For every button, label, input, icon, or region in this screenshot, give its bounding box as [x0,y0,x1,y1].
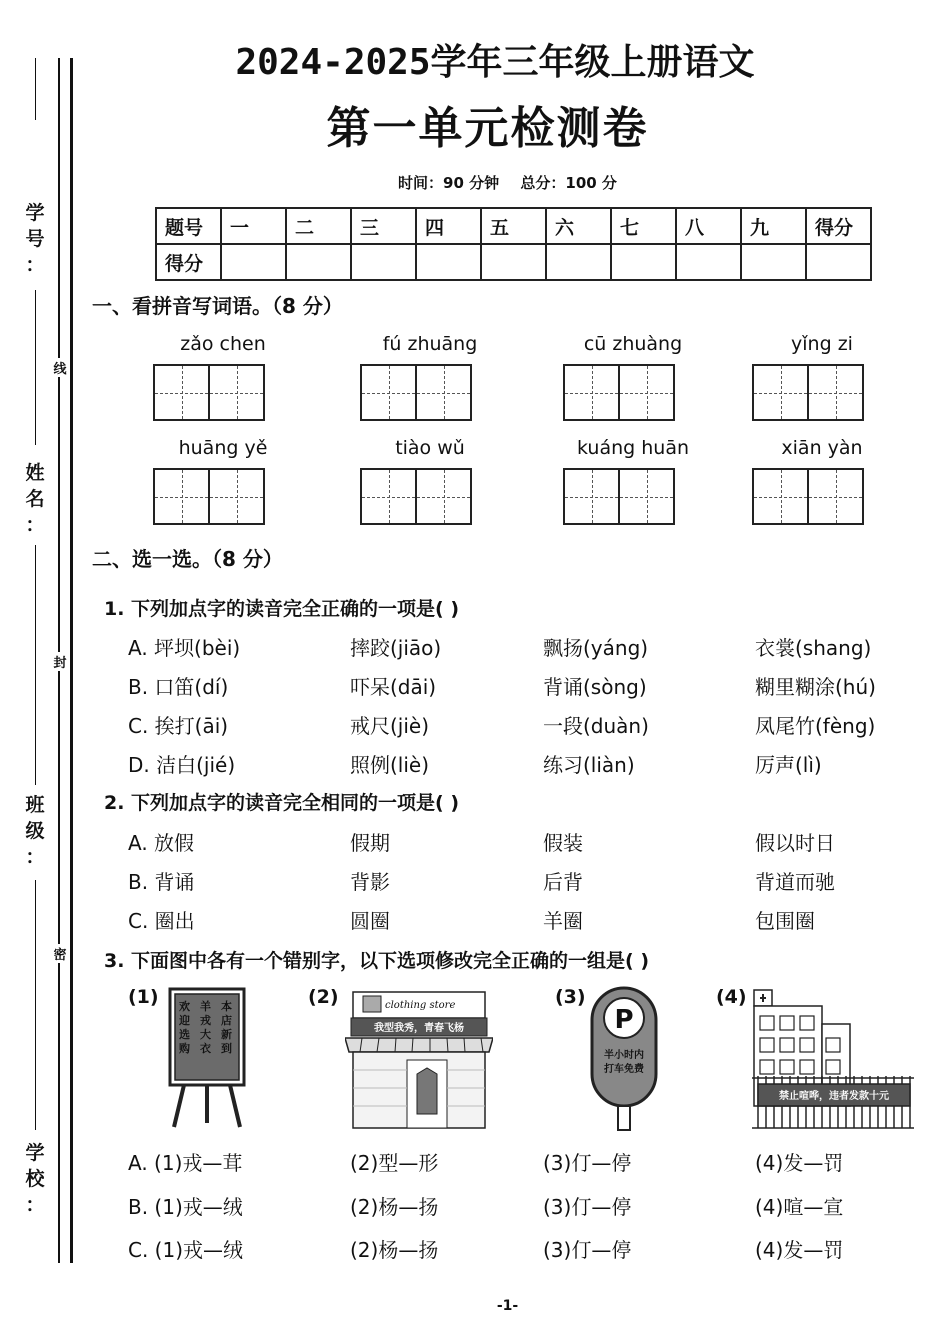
option-text: 背影 [350,870,390,894]
option-text: 飘扬(yáng) [543,636,649,660]
exam-title-line1: 2024-2025学年三年级上册语文 [235,42,755,83]
picture-label: (4) [716,986,747,1008]
parking-text-line: 打车免费 [604,1064,644,1075]
option-text: B. 口笛(dí) [128,675,229,699]
score-input-cell[interactable] [806,244,871,280]
pinyin-item [752,330,892,421]
seal-line-mark: 线 [52,358,68,377]
pinyin-text: tiào wǔ [395,437,465,459]
section2-title: 二、选一选。（8 分） [92,547,283,571]
option-text: A. 坪坝(bèi) [128,636,241,660]
score-header-cell: 五 [481,208,546,244]
option-text: 照例(liè) [350,753,430,777]
score-input-cell[interactable] [546,244,611,280]
option-text: 吓呆(dāi) [350,675,437,699]
writing-cell[interactable] [752,364,809,421]
score-header-cell: 一 [221,208,286,244]
blank-line [35,290,36,445]
writing-cell[interactable] [360,364,417,421]
question-3-stem: 3. 下面图中各有一个错别字，以下选项修改完全正确的一组是( ) [104,950,650,972]
score-input-cell[interactable] [416,244,481,280]
score-input-cell[interactable] [286,244,351,280]
writing-cell[interactable] [807,468,864,525]
hospital-banner-text: 禁止喧哗，违者发款十元 [779,1091,889,1102]
score-table-score-row [156,244,871,280]
option-text: 假装 [543,831,583,855]
writing-cell[interactable] [752,468,809,525]
pinyin-text: huāng yě [178,437,268,459]
pinyin-item [360,330,500,421]
option-text: 假期 [350,831,390,855]
option-text: D. 洁白(jié) [128,753,236,777]
pinyin-item [563,330,703,421]
easel-text-col: 本店新到 [221,1000,232,1055]
writing-cell[interactable] [208,364,265,421]
easel-text-col: 欢迎选购 [179,1000,190,1055]
writing-cell[interactable] [563,468,620,525]
option-text: 戒尺(jiè) [350,714,430,738]
pinyin-item [563,434,703,525]
writing-cell[interactable] [415,468,472,525]
score-table [155,207,872,281]
blank-line [35,880,36,1130]
option-text: 羊圈 [543,909,583,933]
score-input-cell[interactable] [611,244,676,280]
score-input-cell[interactable] [351,244,416,280]
store-banner-text: 我型我秀，青春飞杨 [374,1023,464,1034]
pinyin-item [360,434,500,525]
score-input-cell[interactable] [481,244,546,280]
option-text: B. 背诵 [128,870,195,894]
option-text: B. (1)戎—绒 [128,1195,243,1219]
seal-seal-mark: 封 [52,652,68,671]
option-text: C. 圈出 [128,909,195,933]
pinyin-text: kuáng huān [576,437,689,459]
option-text: 圆圈 [350,909,390,933]
score-input-cell[interactable] [676,244,741,280]
option-text: 一段(duàn) [543,714,649,738]
parking-p-letter: P [614,1005,634,1035]
pinyin-item [752,434,892,525]
option-text: 包围圈 [755,909,815,933]
writing-cell[interactable] [618,468,675,525]
option-text: 凤尾竹(fèng) [755,714,876,738]
parking-sign-picture [588,986,660,1131]
section1-title: 一、看拼音写词语。（8 分） [92,294,343,318]
option-text: 背道而驰 [755,870,835,894]
option-text: C. (1)戎—绒 [128,1238,244,1262]
pinyin-text: zǎo chen [180,333,266,355]
seal-secret-mark: 密 [52,944,68,963]
option-text: 后背 [543,870,583,894]
pinyin-item [153,330,293,421]
option-text: (3)仃—停 [543,1195,632,1219]
option-text: 背诵(sòng) [543,675,647,699]
easel-text-col: 羊戎大衣 [200,1000,211,1055]
class-label: 班 级 ： [25,794,45,868]
score-header-cell: 四 [416,208,481,244]
score-header-cell: 三 [351,208,416,244]
binding-margin [0,0,80,1344]
option-text: C. 挨打(āi) [128,714,229,738]
pinyin-item [153,434,293,525]
binding-line-thick [70,58,73,1263]
picture-label: (2) [308,986,339,1008]
option-text: 糊里糊涂(hú) [755,675,876,699]
score-header-cell: 得分 [806,208,871,244]
writing-cell[interactable] [153,468,210,525]
pinyin-text: yǐng zi [791,333,853,355]
option-text: (4)发—罚 [755,1238,844,1262]
score-header-cell: 二 [286,208,351,244]
question-1-stem: 1. 下列加点字的读音完全正确的一项是( ) [104,598,460,620]
option-text: (4)发—罚 [755,1151,844,1175]
score-header-cell: 八 [676,208,741,244]
writing-cell[interactable] [360,468,417,525]
writing-cell[interactable] [415,364,472,421]
exam-meta [0,172,950,193]
store-name-text: clothing store [385,1000,456,1011]
name-label: 姓 名 ： [25,462,45,536]
option-text: 练习(liàn) [543,753,635,777]
option-text: (3)仃—停 [543,1151,632,1175]
option-text: (2)杨—扬 [350,1238,439,1262]
score-input-cell[interactable] [221,244,286,280]
exam-time: 时间：90 分钟 [398,174,500,192]
pinyin-text: cū zhuàng [583,333,683,355]
option-text: A. 放假 [128,831,195,855]
hospital-picture [752,988,914,1130]
page-number: -1- [496,1298,519,1314]
question-2-stem: 2. 下列加点字的读音完全相同的一项是( ) [104,792,460,814]
option-text: (2)杨—扬 [350,1195,439,1219]
option-text: (3)仃—停 [543,1238,632,1262]
option-text: 摔跤(jiāo) [350,636,442,660]
pinyin-text: fú zhuāng [382,333,478,355]
writing-cell[interactable] [208,468,265,525]
writing-cell[interactable] [153,364,210,421]
writing-cell[interactable] [807,364,864,421]
option-text: A. (1)戎—茸 [128,1151,243,1175]
option-text: (4)喧—宣 [755,1195,844,1219]
easel-sign-picture [162,985,252,1130]
clothing-store-picture [345,990,493,1130]
school-label: 学 校 ： [25,1142,45,1216]
pinyin-text: xiān yàn [781,437,863,459]
exam-title-line2: 第一单元检测卷 [326,103,649,154]
writing-cell[interactable] [563,364,620,421]
parking-text-line: 半小时内 [604,1050,644,1061]
writing-cell[interactable] [618,364,675,421]
score-header-cell: 九 [741,208,806,244]
student-no-label: 学 号 ： [25,202,45,276]
picture-label: (3) [555,986,586,1008]
score-header-cell: 六 [546,208,611,244]
score-header-cell: 七 [611,208,676,244]
score-input-cell[interactable] [741,244,806,280]
option-text: 厉声(lì) [755,753,822,777]
option-text: (2)型—形 [350,1151,439,1175]
score-row-label: 得分 [156,244,221,280]
score-table-header-row [156,208,871,244]
exam-total: 总分：100 分 [520,174,617,192]
option-text: 衣裳(shang) [755,636,872,660]
picture-label: (1) [128,986,159,1008]
blank-line [35,545,36,785]
score-header-cell: 题号 [156,208,221,244]
option-text: 假以时日 [755,831,835,855]
